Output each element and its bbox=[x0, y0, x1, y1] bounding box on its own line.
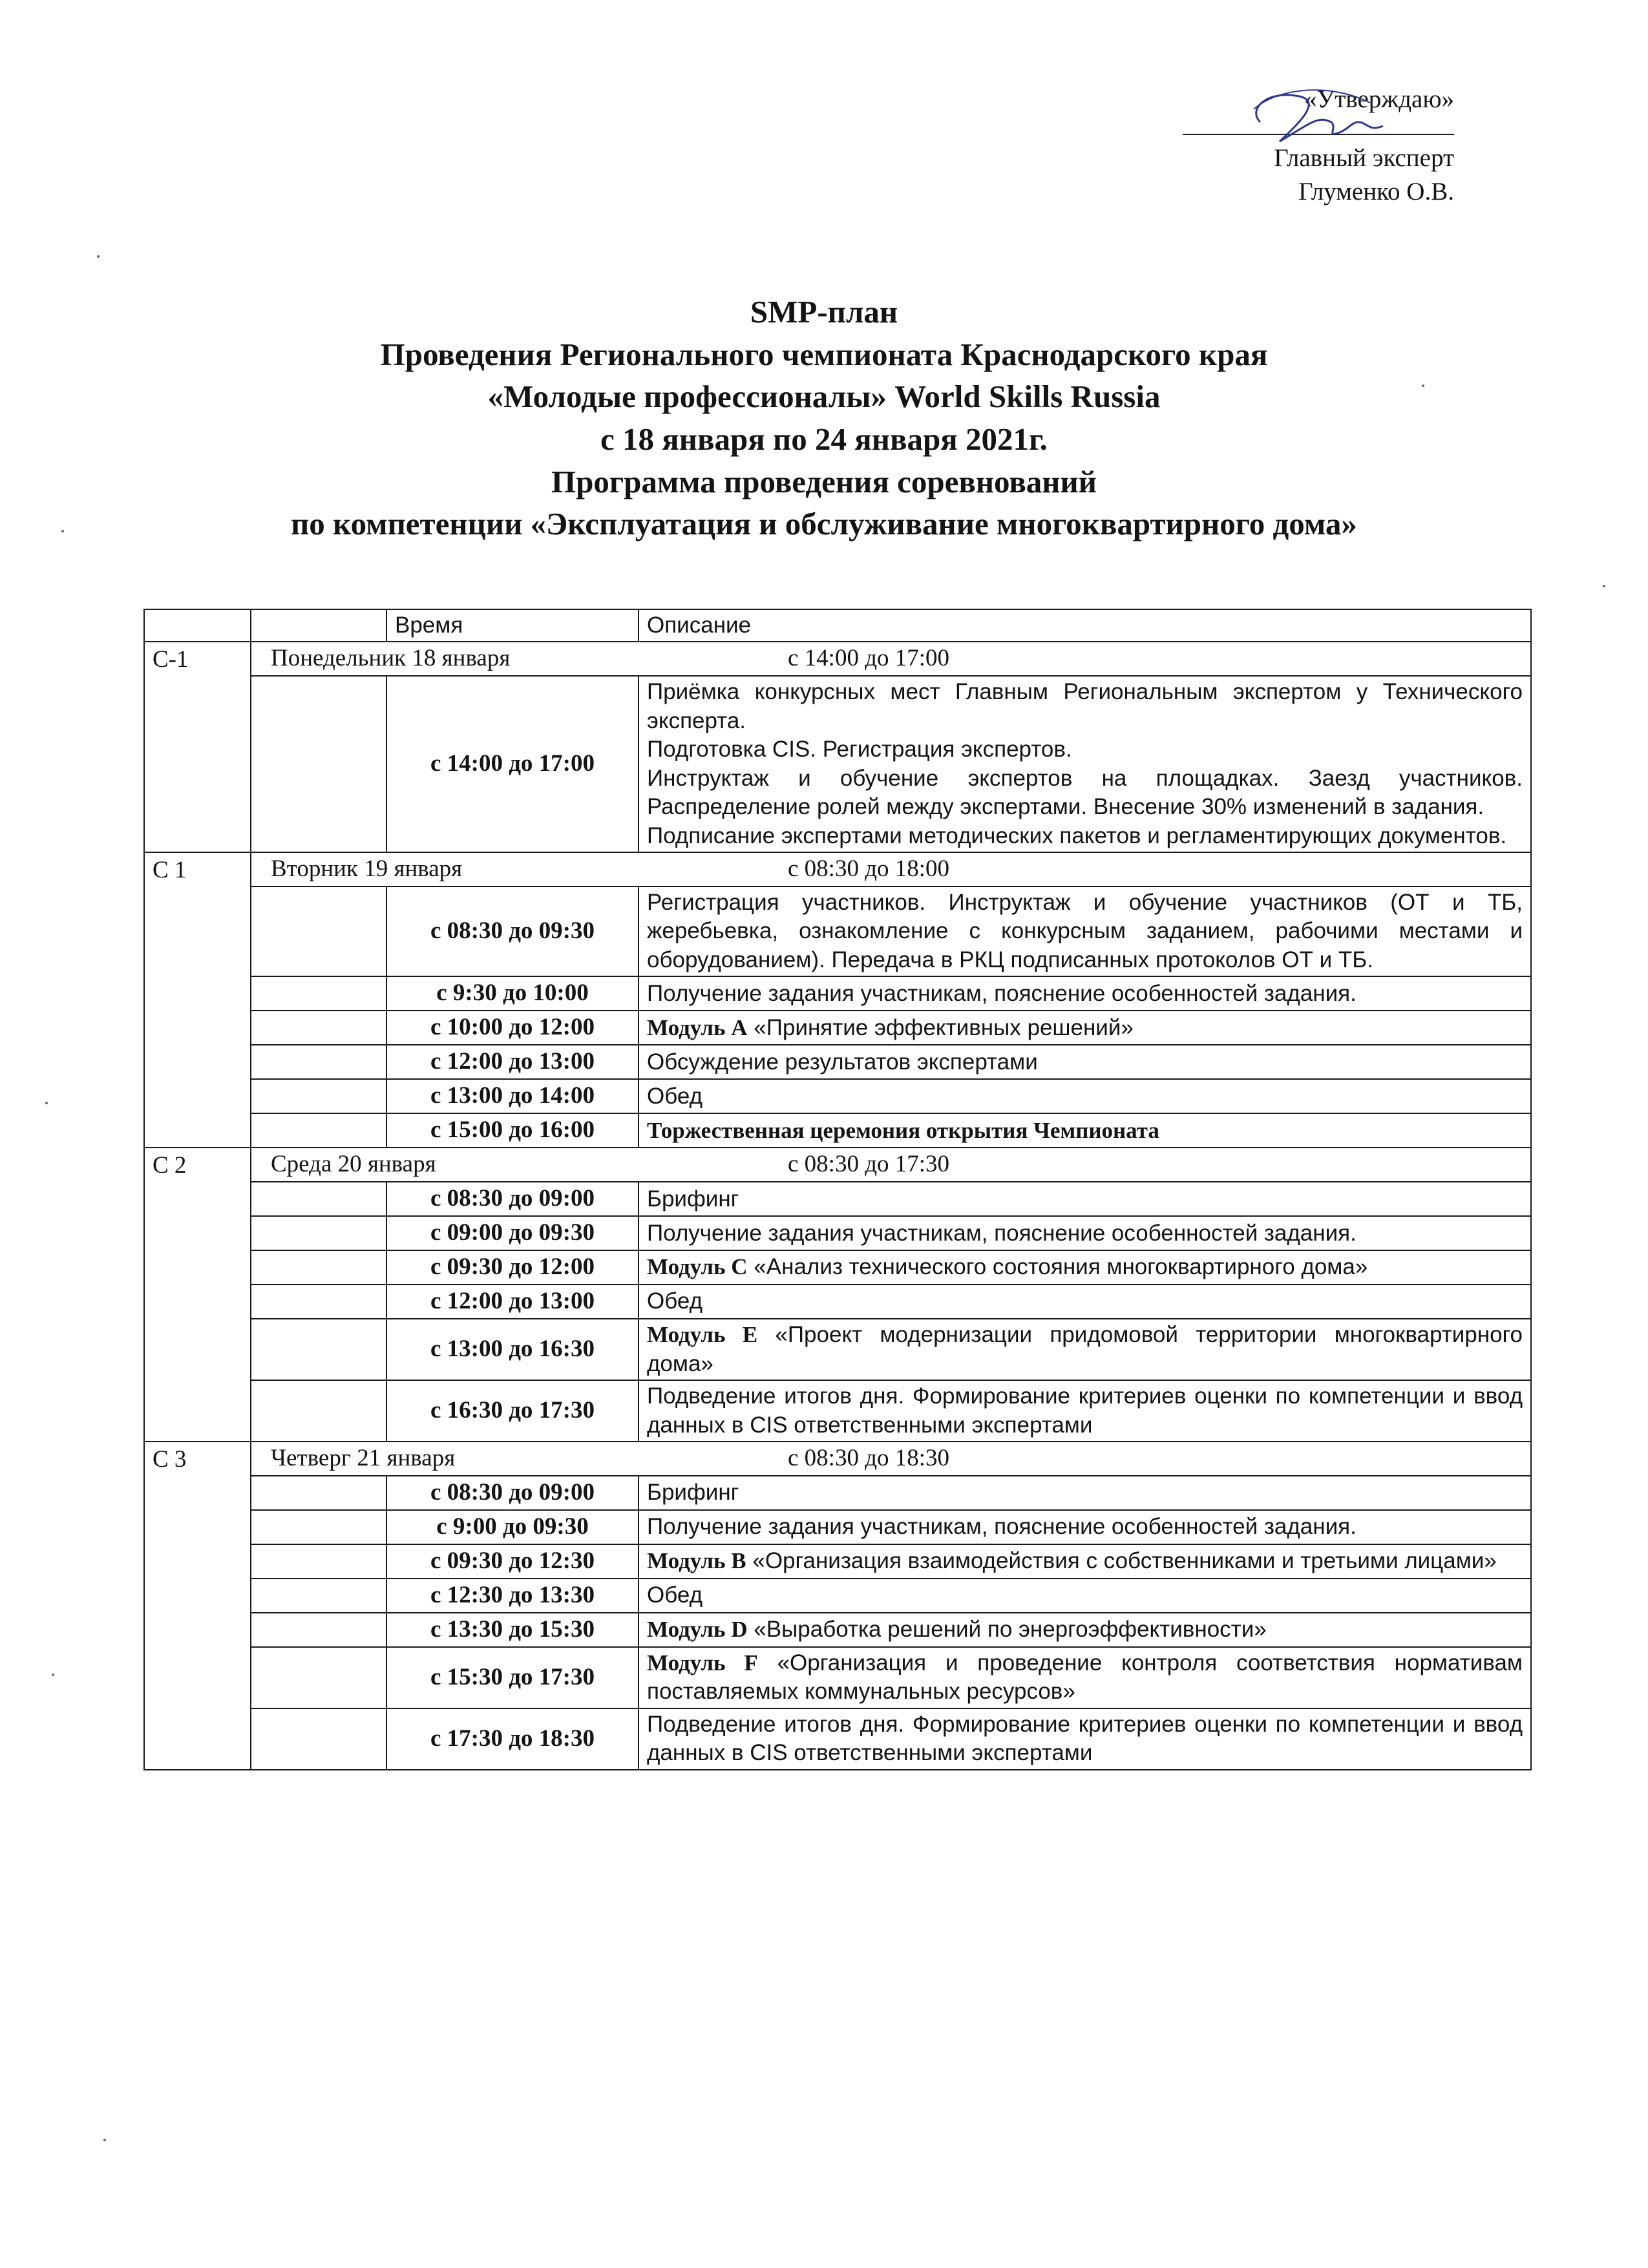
title-line: Проведения Регионального чемпионата Краснодарского края bbox=[380, 336, 1268, 372]
time-cell: с 09:30 до 12:30 bbox=[386, 1544, 639, 1579]
day-header bbox=[251, 1442, 1531, 1476]
title-line: SMP-план bbox=[750, 294, 898, 330]
blank-cell bbox=[251, 1476, 386, 1510]
blank-cell bbox=[251, 1613, 386, 1647]
scan-speck bbox=[45, 1102, 48, 1104]
table-row bbox=[144, 1113, 1531, 1148]
desc-cell bbox=[639, 1510, 1531, 1544]
time-cell: с 08:30 до 09:30 bbox=[386, 887, 639, 976]
table-row bbox=[144, 1476, 1531, 1510]
document-title bbox=[129, 291, 1519, 545]
desc-text: «Принятие эффективных решений» bbox=[747, 1014, 1134, 1040]
time-cell: с 13:30 до 15:30 bbox=[386, 1613, 639, 1647]
blank-cell bbox=[251, 1708, 386, 1770]
desc-text: «Организация взаимодействия с собственниками и третьими лицами» bbox=[746, 1548, 1497, 1574]
table-header-row bbox=[144, 609, 1531, 642]
desc-cell bbox=[639, 1045, 1531, 1079]
table-row bbox=[144, 1319, 1531, 1380]
desc-text: «Организация и проведение контроля соответствия нормативам поставляемых коммунальных ресурсов» bbox=[647, 1650, 1523, 1705]
scan-speck bbox=[52, 1674, 54, 1676]
day-time-span: с 08:30 до 18:00 bbox=[788, 856, 950, 883]
desc-text: Подведение итогов дня. Формирование критериев оценки по компетенции и ввод данных в CIS ответственными экспертами bbox=[647, 1383, 1523, 1438]
table-row bbox=[144, 976, 1531, 1011]
time-cell: с 9:00 до 09:30 bbox=[386, 1510, 639, 1544]
desc-text: Обсуждение результатов экспертами bbox=[647, 1049, 1038, 1075]
blank-cell bbox=[251, 1216, 386, 1250]
header-cell bbox=[144, 609, 251, 642]
blank-cell bbox=[251, 1647, 386, 1708]
table-row bbox=[144, 1182, 1531, 1216]
module-label: Модуль С bbox=[647, 1254, 748, 1280]
blank-cell bbox=[251, 1182, 386, 1216]
time-cell: с 16:30 до 17:30 bbox=[386, 1380, 639, 1442]
module-label: Модуль F bbox=[647, 1650, 758, 1675]
day-header-row bbox=[144, 1442, 1531, 1476]
title-line: по компетенции «Эксплуатация и обслуживание многоквартирного дома» bbox=[291, 506, 1357, 542]
scan-speck bbox=[1422, 384, 1424, 387]
desc-cell bbox=[639, 976, 1531, 1011]
desc-text: Обед bbox=[647, 1083, 703, 1109]
time-cell: с 12:00 до 13:00 bbox=[386, 1045, 639, 1079]
desc-cell bbox=[639, 887, 1531, 976]
table-row bbox=[144, 1045, 1531, 1079]
table-row bbox=[144, 887, 1531, 976]
blank-cell bbox=[251, 1544, 386, 1579]
desc-cell bbox=[639, 1011, 1531, 1045]
table-row bbox=[144, 1510, 1531, 1544]
approval-position: Главный эксперт bbox=[1274, 144, 1454, 173]
header-desc: Описание bbox=[639, 609, 1531, 642]
table-row bbox=[144, 1011, 1531, 1045]
desc-cell bbox=[639, 1708, 1531, 1770]
desc-text: «Анализ технического состояния многоквартирного дома» bbox=[747, 1254, 1368, 1280]
desc-cell bbox=[639, 1380, 1531, 1442]
desc-line: Подписание экспертами методических пакетов и регламентирующих документов. bbox=[647, 823, 1507, 848]
time-cell: с 13:00 до 14:00 bbox=[386, 1079, 639, 1113]
blank-cell bbox=[251, 1579, 386, 1613]
approval-name: Глуменко О.В. bbox=[1298, 177, 1454, 205]
day-header-row bbox=[144, 1148, 1531, 1182]
time-cell: с 08:30 до 09:00 bbox=[386, 1476, 639, 1510]
desc-cell bbox=[639, 1113, 1531, 1148]
time-cell: с 08:30 до 09:00 bbox=[386, 1182, 639, 1216]
time-cell: с 17:30 до 18:30 bbox=[386, 1708, 639, 1770]
table-row bbox=[144, 1285, 1531, 1319]
blank-cell bbox=[251, 1285, 386, 1319]
desc-cell bbox=[639, 1579, 1531, 1613]
table-row bbox=[144, 1380, 1531, 1442]
time-cell: с 12:30 до 13:30 bbox=[386, 1579, 639, 1613]
day-name: Вторник 19 января bbox=[271, 856, 463, 883]
scan-speck bbox=[1603, 585, 1605, 587]
title-line: «Молодые профессионалы» World Skills Russia bbox=[487, 379, 1161, 415]
time-cell: с 09:30 до 12:00 bbox=[386, 1250, 639, 1285]
table-row bbox=[144, 676, 1531, 852]
desc-cell bbox=[639, 676, 1531, 852]
approval-title: «Утверждаю» bbox=[1304, 85, 1454, 113]
day-code: С 3 bbox=[144, 1442, 251, 1770]
desc-text: Брифинг bbox=[647, 1186, 739, 1212]
day-header-row bbox=[144, 642, 1531, 676]
approval-block bbox=[1183, 83, 1454, 208]
day-name: Четверг 21 января bbox=[271, 1444, 456, 1471]
day-header-row bbox=[144, 852, 1531, 887]
module-label: Модуль D bbox=[647, 1617, 748, 1643]
desc-cell bbox=[639, 1079, 1531, 1113]
desc-line: Инструктаж и обучение экспертов на площадках. Заезд участников. Распределение ролей между экспертами. Внесение 30% изменений в задания. bbox=[647, 765, 1523, 820]
title-line: Программа проведения соревнований bbox=[551, 463, 1097, 499]
table-row bbox=[144, 1613, 1531, 1647]
schedule-table bbox=[143, 609, 1532, 1770]
table-row bbox=[144, 1708, 1531, 1770]
table-row bbox=[144, 1250, 1531, 1285]
table-row bbox=[144, 1647, 1531, 1708]
day-name: Среда 20 января bbox=[271, 1151, 436, 1178]
header-time: Время bbox=[386, 609, 639, 642]
desc-text: Обед bbox=[647, 1288, 703, 1314]
desc-text: Получение задания участникам, пояснение особенностей задания. bbox=[647, 1514, 1357, 1540]
time-cell: с 09:00 до 09:30 bbox=[386, 1216, 639, 1250]
desc-text: Регистрация участников. Инструктаж и обучение участников (ОТ и ТБ, жеребьевка, ознакомление с конкурсным заданием, рабочими местами и оборудованием). Передача в РКЦ подписанных протоколов ОТ и ТБ. bbox=[647, 890, 1523, 972]
time-cell: с 15:00 до 16:00 bbox=[386, 1113, 639, 1148]
desc-cell bbox=[639, 1647, 1531, 1708]
time-cell: с 15:30 до 17:30 bbox=[386, 1647, 639, 1708]
day-header bbox=[251, 852, 1531, 887]
desc-cell bbox=[639, 1544, 1531, 1579]
day-header bbox=[251, 642, 1531, 676]
blank-cell bbox=[251, 1380, 386, 1442]
time-cell: с 13:00 до 16:30 bbox=[386, 1319, 639, 1380]
desc-text: Получение задания участникам, пояснение особенностей задания. bbox=[647, 1220, 1357, 1246]
desc-text: Получение задания участникам, пояснение особенностей задания. bbox=[647, 980, 1357, 1006]
table-row bbox=[144, 1079, 1531, 1113]
scan-speck bbox=[103, 2139, 106, 2141]
desc-cell bbox=[639, 1476, 1531, 1510]
time-cell: с 14:00 до 17:00 bbox=[386, 676, 639, 852]
desc-cell bbox=[639, 1250, 1531, 1285]
day-time-span: с 14:00 до 17:00 bbox=[788, 645, 950, 672]
desc-cell bbox=[639, 1216, 1531, 1250]
time-cell: с 10:00 до 12:00 bbox=[386, 1011, 639, 1045]
desc-text: Брифинг bbox=[647, 1480, 739, 1506]
blank-cell bbox=[251, 1510, 386, 1544]
signature-line bbox=[1183, 134, 1454, 135]
blank-cell bbox=[251, 1011, 386, 1045]
signature-icon bbox=[1241, 83, 1396, 154]
desc-line: Подготовка CIS. Регистрация экспертов. bbox=[647, 737, 1072, 762]
table-row bbox=[144, 1579, 1531, 1613]
table-row bbox=[144, 1544, 1531, 1579]
desc-line: Приёмка конкурсных мест Главным Региональным экспертом у Технического эксперта. bbox=[647, 679, 1523, 733]
blank-cell bbox=[251, 1045, 386, 1079]
blank-cell bbox=[251, 676, 386, 852]
desc-cell bbox=[639, 1319, 1531, 1380]
desc-text: «Проект модернизации придомовой территории многоквартирного дома» bbox=[647, 1322, 1523, 1376]
day-code: С 1 bbox=[144, 852, 251, 1148]
blank-cell bbox=[251, 976, 386, 1011]
module-label: Модуль А bbox=[647, 1014, 748, 1040]
day-code: С-1 bbox=[144, 642, 251, 852]
blank-cell bbox=[251, 1319, 386, 1380]
scan-speck bbox=[61, 530, 64, 532]
header-cell bbox=[251, 609, 386, 642]
blank-cell bbox=[251, 1113, 386, 1148]
time-cell: с 12:00 до 13:00 bbox=[386, 1285, 639, 1319]
desc-text: Подведение итогов дня. Формирование критериев оценки по компетенции и ввод данных в CIS ответственными экспертами bbox=[647, 1711, 1523, 1766]
desc-cell bbox=[639, 1613, 1531, 1647]
desc-cell bbox=[639, 1285, 1531, 1319]
blank-cell bbox=[251, 1250, 386, 1285]
title-line: с 18 января по 24 января 2021г. bbox=[600, 421, 1048, 457]
module-label: Торжественная церемония открытия Чемпионата bbox=[647, 1117, 1159, 1143]
module-label: Модуль В bbox=[647, 1548, 746, 1574]
table-row bbox=[144, 1216, 1531, 1250]
time-cell: с 9:30 до 10:00 bbox=[386, 976, 639, 1011]
desc-text: Обед bbox=[647, 1582, 703, 1608]
day-name: Понедельник 18 января bbox=[271, 645, 511, 672]
module-label: Модуль Е bbox=[647, 1322, 758, 1348]
day-header bbox=[251, 1148, 1531, 1182]
day-code: С 2 bbox=[144, 1148, 251, 1442]
desc-text: «Выработка решений по энергоэффективности» bbox=[747, 1617, 1267, 1643]
day-time-span: с 08:30 до 17:30 bbox=[788, 1151, 950, 1178]
blank-cell bbox=[251, 887, 386, 976]
day-time-span: с 08:30 до 18:30 bbox=[788, 1444, 950, 1471]
scan-speck bbox=[97, 255, 100, 258]
desc-cell bbox=[639, 1182, 1531, 1216]
blank-cell bbox=[251, 1079, 386, 1113]
